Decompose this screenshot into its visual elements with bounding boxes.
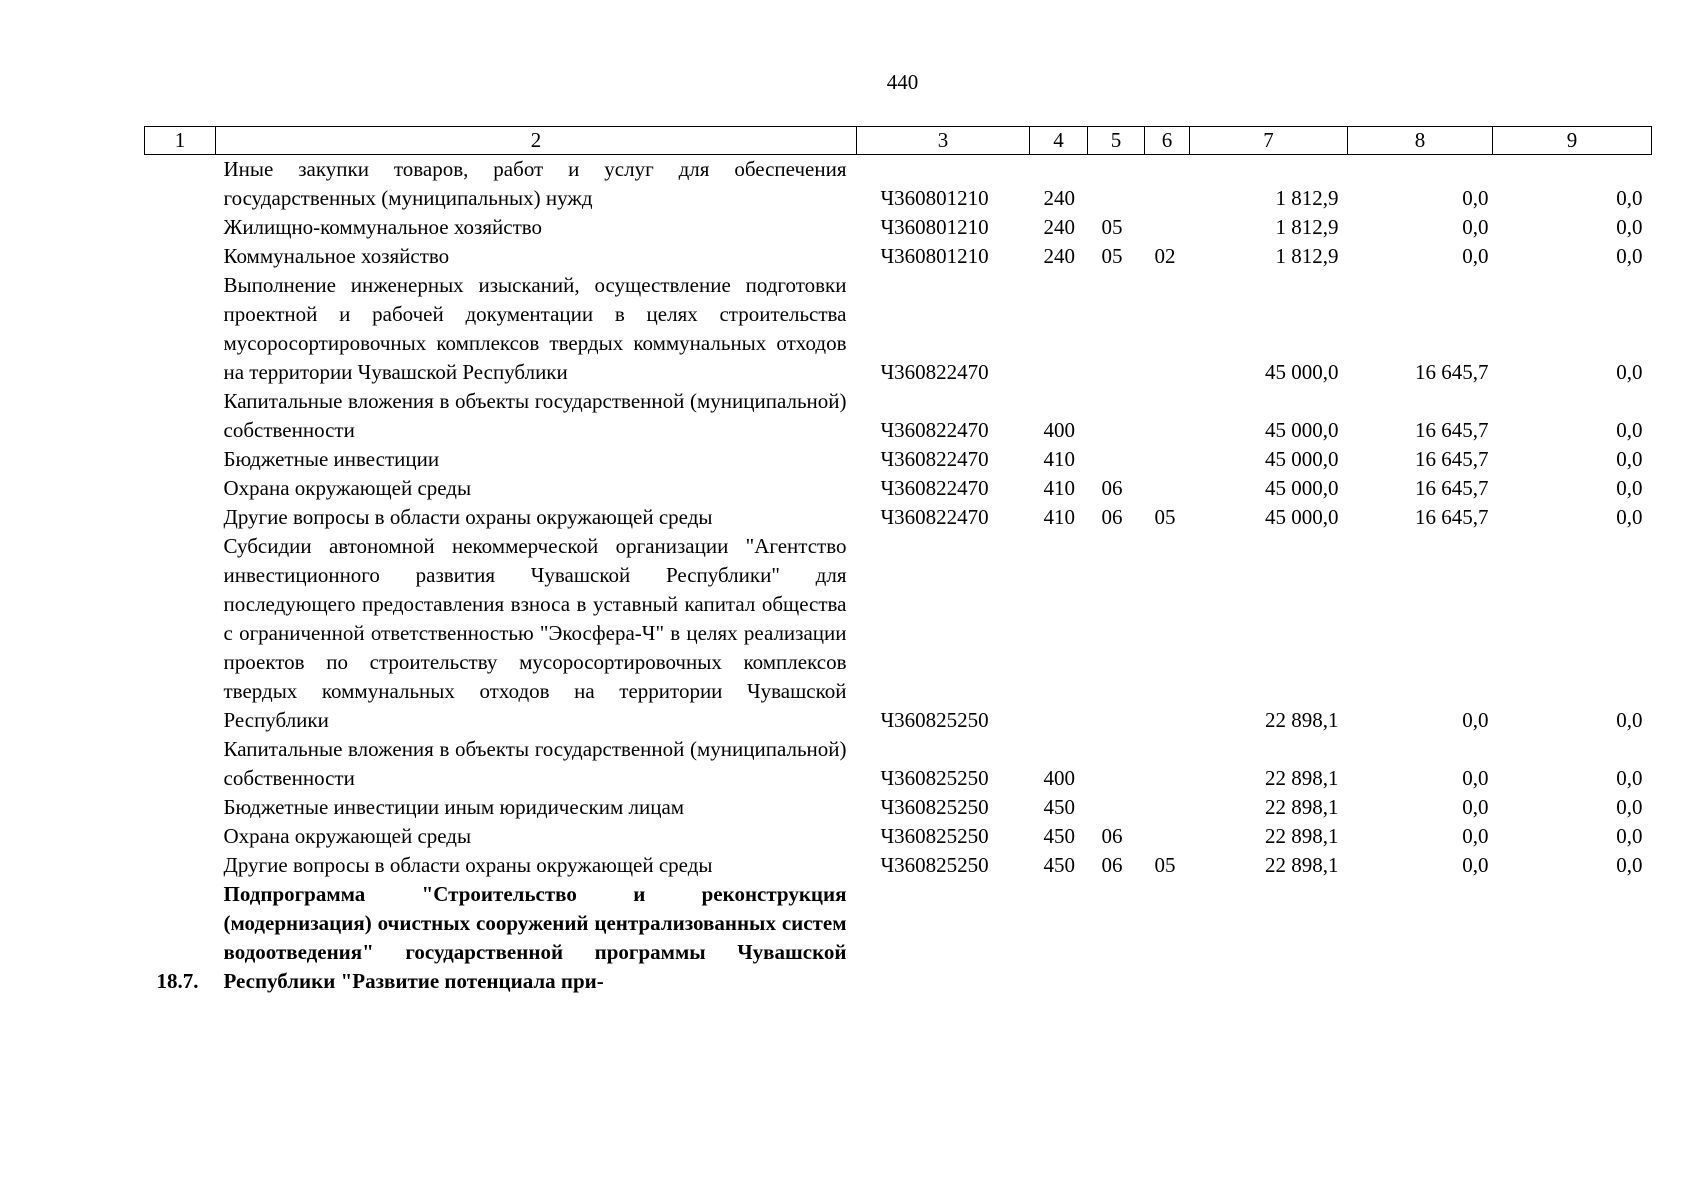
target-article-code: Ч360822470 bbox=[880, 418, 989, 442]
amount-year-2: 0,0 bbox=[1462, 186, 1489, 210]
amount-year-1: 22 898,1 bbox=[1265, 853, 1339, 877]
item-name: Капитальные вложения в объекты государственной (муниципальной) собственности bbox=[223, 389, 847, 442]
section-code: 05 bbox=[1101, 215, 1123, 239]
amount-year-1: 22 898,1 bbox=[1265, 766, 1339, 790]
target-article-code: Ч360825250 bbox=[880, 708, 989, 732]
amount-year-3: 0,0 bbox=[1616, 824, 1643, 848]
section-code bbox=[1088, 445, 1145, 474]
expense-type-code: 400 bbox=[1043, 418, 1075, 442]
subsection-code bbox=[1145, 793, 1190, 822]
section-title: Подпрограмма "Строительство и реконструкция (модернизация) очистных сооружений централизованных систем водоотведения" государственной программы Чувашской Республики "Развитие потенциала при- bbox=[223, 882, 847, 993]
section-code: 06 bbox=[1101, 824, 1123, 848]
item-name: Выполнение инженерных изысканий, осуществление подготовки проектной и рабочей документации в целях строительства мусоросортировочных комплексов твердых коммунальных отходов на территории Чувашской Республики bbox=[223, 273, 847, 384]
row-number bbox=[145, 474, 216, 503]
expense-type-code: 450 bbox=[1043, 853, 1075, 877]
subsection-code bbox=[1145, 735, 1190, 793]
row-number bbox=[145, 822, 216, 851]
row-number bbox=[145, 242, 216, 271]
subsection-code bbox=[1145, 822, 1190, 851]
amount-year-1: 22 898,1 bbox=[1265, 824, 1339, 848]
subsection-code bbox=[1145, 445, 1190, 474]
amount-year-2: 16 645,7 bbox=[1415, 418, 1489, 442]
section-code: 06 bbox=[1101, 853, 1123, 877]
subsection-code: 02 bbox=[1154, 244, 1176, 268]
item-name: Охрана окружающей среды bbox=[223, 476, 472, 500]
expense-type-code: 450 bbox=[1043, 824, 1075, 848]
row-number bbox=[145, 213, 216, 242]
amount-year-2: 0,0 bbox=[1462, 244, 1489, 268]
row-number bbox=[145, 387, 216, 445]
expense-type-code: 400 bbox=[1043, 766, 1075, 790]
header-cell: 1 bbox=[145, 127, 216, 155]
amount-year-3: 0,0 bbox=[1616, 505, 1643, 529]
item-name: Капитальные вложения в объекты государственной (муниципальной) собственности bbox=[223, 737, 847, 790]
amount-year-2: 16 645,7 bbox=[1415, 447, 1489, 471]
table-row bbox=[145, 155, 1652, 214]
table-row bbox=[145, 793, 1652, 822]
amount-year-2: 16 645,7 bbox=[1415, 505, 1489, 529]
subsection-code bbox=[1145, 532, 1190, 735]
section-code bbox=[1088, 532, 1145, 735]
header-cell: 6 bbox=[1145, 127, 1190, 155]
amount-year-3: 0,0 bbox=[1616, 215, 1643, 239]
item-name: Субсидии автономной некоммерческой организации "Агентство инвестиционного развития Чувашской Республики" для последующего предоставления взноса в уставный капитал общества с ограниченной ответственностью "Экосфера-Ч" в целях реализации проектов по строительству мусоросортировочных комплексов твердых коммунальных отходов на территории Чувашской Республики bbox=[223, 534, 847, 732]
expense-type-code: 240 bbox=[1043, 244, 1075, 268]
item-name: Жилищно-коммунальное хозяйство bbox=[223, 215, 543, 239]
expense-type-code: 240 bbox=[1043, 215, 1075, 239]
amount-year-1: 45 000,0 bbox=[1265, 476, 1339, 500]
section-number: 18.7. bbox=[156, 969, 199, 993]
row-number bbox=[145, 735, 216, 793]
subsection-code bbox=[1145, 387, 1190, 445]
item-name: Другие вопросы в области охраны окружающей среды bbox=[223, 505, 713, 529]
section-code: 06 bbox=[1101, 476, 1123, 500]
header-cell: 3 bbox=[857, 127, 1030, 155]
amount-year-1: 1 812,9 bbox=[1275, 244, 1339, 268]
table-row bbox=[145, 387, 1652, 445]
amount-year-1: 45 000,0 bbox=[1265, 418, 1339, 442]
row-number bbox=[145, 532, 216, 735]
budget-table bbox=[144, 126, 1652, 996]
amount-year-3: 0,0 bbox=[1616, 708, 1643, 732]
subsection-code bbox=[1145, 155, 1190, 214]
amount-year-2: 0,0 bbox=[1462, 215, 1489, 239]
target-article-code: Ч360822470 bbox=[880, 360, 989, 384]
table-row bbox=[145, 735, 1652, 793]
section-code bbox=[1088, 387, 1145, 445]
amount-year-3: 0,0 bbox=[1616, 795, 1643, 819]
subsection-code: 05 bbox=[1154, 853, 1176, 877]
amount-year-3: 0,0 bbox=[1616, 853, 1643, 877]
section-code bbox=[1088, 271, 1145, 387]
table-row bbox=[145, 532, 1652, 735]
amount-year-3: 0,0 bbox=[1616, 447, 1643, 471]
header-cell: 2 bbox=[216, 127, 857, 155]
table-row bbox=[145, 445, 1652, 474]
table-row bbox=[145, 213, 1652, 242]
amount-year-1: 45 000,0 bbox=[1265, 505, 1339, 529]
expense-type-code: 240 bbox=[1043, 186, 1075, 210]
amount-year-2: 16 645,7 bbox=[1415, 476, 1489, 500]
amount-year-1: 22 898,1 bbox=[1265, 795, 1339, 819]
amount-year-3: 0,0 bbox=[1616, 476, 1643, 500]
amount-year-1: 45 000,0 bbox=[1265, 447, 1339, 471]
target-article-code: Ч360825250 bbox=[880, 853, 989, 877]
target-article-code: Ч360801210 bbox=[880, 186, 989, 210]
amount-year-1: 45 000,0 bbox=[1265, 360, 1339, 384]
amount-year-1: 1 812,9 bbox=[1275, 186, 1339, 210]
section-code: 05 bbox=[1101, 244, 1123, 268]
row-number bbox=[145, 445, 216, 474]
subsection-code: 05 bbox=[1154, 505, 1176, 529]
section-code: 06 bbox=[1101, 505, 1123, 529]
header-cell: 8 bbox=[1348, 127, 1493, 155]
row-number bbox=[145, 271, 216, 387]
expense-type-code: 410 bbox=[1043, 476, 1075, 500]
column-number-header bbox=[145, 127, 1652, 155]
expense-type-code: 450 bbox=[1043, 795, 1075, 819]
amount-year-3: 0,0 bbox=[1616, 766, 1643, 790]
amount-year-2: 0,0 bbox=[1462, 708, 1489, 732]
item-name: Другие вопросы в области охраны окружающей среды bbox=[223, 853, 713, 877]
table-row bbox=[145, 851, 1652, 880]
item-name: Охрана окружающей среды bbox=[223, 824, 472, 848]
section-code bbox=[1088, 735, 1145, 793]
target-article-code: Ч360801210 bbox=[880, 244, 989, 268]
subsection-code bbox=[1145, 213, 1190, 242]
amount-year-3: 0,0 bbox=[1616, 186, 1643, 210]
amount-year-2: 0,0 bbox=[1462, 795, 1489, 819]
row-number bbox=[145, 793, 216, 822]
expense-type-code: 410 bbox=[1043, 505, 1075, 529]
table-row bbox=[145, 242, 1652, 271]
item-name: Иные закупки товаров, работ и услуг для обеспечения государственных (муниципальных) нужд bbox=[223, 157, 847, 210]
target-article-code: Ч360825250 bbox=[880, 795, 989, 819]
amount-year-3: 0,0 bbox=[1616, 360, 1643, 384]
amount-year-3: 0,0 bbox=[1616, 418, 1643, 442]
subsection-code bbox=[1145, 271, 1190, 387]
section-row bbox=[145, 880, 1652, 996]
row-number bbox=[145, 155, 216, 214]
table-row bbox=[145, 271, 1652, 387]
amount-year-2: 0,0 bbox=[1462, 766, 1489, 790]
section-code bbox=[1088, 793, 1145, 822]
target-article-code: Ч360801210 bbox=[880, 215, 989, 239]
table-row bbox=[145, 474, 1652, 503]
target-article-code: Ч360825250 bbox=[880, 766, 989, 790]
header-cell: 4 bbox=[1030, 127, 1088, 155]
expense-type-code bbox=[1030, 532, 1088, 735]
expense-type-code: 410 bbox=[1043, 447, 1075, 471]
target-article-code: Ч360825250 bbox=[880, 824, 989, 848]
amount-year-2: 16 645,7 bbox=[1415, 360, 1489, 384]
item-name: Бюджетные инвестиции bbox=[223, 447, 440, 471]
expense-type-code bbox=[1030, 271, 1088, 387]
section-code bbox=[1088, 155, 1145, 214]
row-number bbox=[145, 851, 216, 880]
subsection-code bbox=[1145, 474, 1190, 503]
header-cell: 5 bbox=[1088, 127, 1145, 155]
amount-year-2: 0,0 bbox=[1462, 853, 1489, 877]
header-cell: 9 bbox=[1493, 127, 1652, 155]
amount-year-2: 0,0 bbox=[1462, 824, 1489, 848]
amount-year-3: 0,0 bbox=[1616, 244, 1643, 268]
item-name: Коммунальное хозяйство bbox=[223, 244, 450, 268]
target-article-code: Ч360822470 bbox=[880, 447, 989, 471]
table-row bbox=[145, 503, 1652, 532]
amount-year-1: 1 812,9 bbox=[1275, 215, 1339, 239]
target-article-code: Ч360822470 bbox=[880, 476, 989, 500]
page-number: 440 bbox=[886, 70, 919, 94]
table-row bbox=[145, 822, 1652, 851]
target-article-code: Ч360822470 bbox=[880, 505, 989, 529]
header-cell: 7 bbox=[1190, 127, 1348, 155]
item-name: Бюджетные инвестиции иным юридическим лицам bbox=[223, 795, 685, 819]
row-number bbox=[145, 503, 216, 532]
amount-year-1: 22 898,1 bbox=[1265, 708, 1339, 732]
table-body bbox=[145, 155, 1652, 997]
